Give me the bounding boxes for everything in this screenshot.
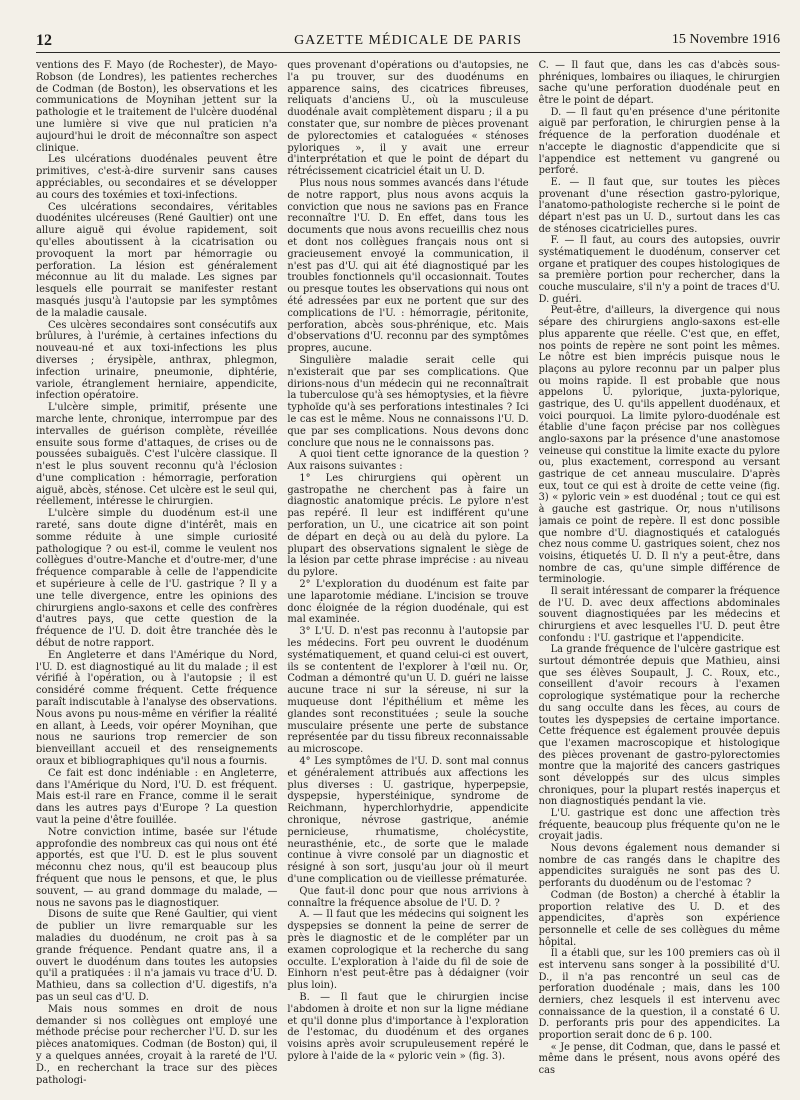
paragraph: Les ulcérations duodénales peuvent être primitives, c'est-à-dire survenir sans causes appréciables, ou secondaires et se développer au cours des toxémies et toxi-infections. [36,154,278,201]
paragraph: La grande fréquence de l'ulcère gastrique est surtout démontrée depuis que Mathieu, ainsi que ses élèves Soupault, J. C. Roux, etc., conseillent d'avoir recours à l'examen coprologique systématique pour la recherche du sang occulte dans les fèces, au cours de toutes les dyspepsies de certaine importance. Cette fréquence est également prouvée depuis que l'examen macroscopique et histologique des pièces provenant de gastro-pylorectomies montre que la majorité des cancers gastriques sont développés sur des ulcus simples chroniques, pour la plupart restés inaperçus et non diagnostiqués pendant la vie. [538,644,780,808]
paragraph: 2° L'exploration du duodénum est faite par une laparotomie médiane. L'incision se trouve donc éloignée de la région duodénale, qui est mal examinée. [287,579,529,626]
paragraph: L'ulcère simple du duodénum est-il une rareté, sans doute digne d'intérêt, mais en somme réduite à une simple curiosité pathologique ? ou est-il, comme le veulent nos collègues d'outre-Manche et d'outre-mer, d'une fréquence comparable à celle de l'appendicite et supérieure à celle de l'U. gastrique ? Il y a une telle divergence, entre les opinions des chirurgiens anglo-saxons et celle des confrères d'autres pays, que cette question de la fréquence de l'U. D. doit être tranchée dès le début de notre rapport. [36,508,278,650]
paragraph: D. — Il faut qu'en présence d'une péritonite aiguë par perforation, le chirurgien pense à la fréquence de la perforation duodénale et n'accepte le diagnostic d'appendicite que si l'appendice est nettement vu gangrené ou perforé. [538,106,780,177]
paragraph: Il serait intéressant de comparer la fréquence de l'U. D. avec deux affections abdominales souvent diagnostiquées par les médecins et chirurgiens et avec lesquelles l'U. D. peut être confondu : l'U. gastrique et l'appendicite. [538,585,780,644]
column-right [539,60,780,1092]
page-header [36,32,780,53]
paragraph: Codman (de Boston) a cherché à établir la proportion relative des U. D. et des appendicites, d'après son expérience personnelle et celle de ses collègues du même hôpital. [538,889,780,948]
page-number: 12 [36,32,52,49]
paragraph: Ces ulcérations secondaires, véritables duodénites ulcéreuses (René Gaultier) ont une allure aiguë qui évolue rapidement, soit qu'elles aboutissent à la cicatrisation ou provoquent la mort par hémorragie ou perforation. La lésion est généralement méconnue au lit du malade. Les signes par lesquels elle pourrait se manifester restant masqués jusqu'à l'autopsie par les symptômes de la maladie causale. [36,201,278,319]
paragraph: A quoi tient cette ignorance de la question ? Aux raisons suivantes : [287,449,529,473]
paragraph: Ces ulcères secondaires sont consécutifs aux brûlures, à l'urémie, à certaines infections du nouveau-né et aux toxi-infections les plus diverses ; érysipèle, anthrax, phlegmon, infection urinaire, pneumonie, diphtérie, variole, étranglement herniaire, appendicite, infection opératoire. [36,319,278,402]
paragraph: Disons de suite que René Gaultier, qui vient de publier un livre remarquable sur les maladies du duodénum, ne croit pas à sa grande fréquence. Pendant quatre ans, il a ouvert le duodénum dans toutes les autopsies qu'il a pratiquées : il n'a jamais vu trace d'U. D. Mathieu, dans sa collection d'U. digestifs, n'a pas un seul cas d'U. D. [36,909,278,1003]
paragraph: B. — Il faut que le chirurgien incise l'abdomen à droite et non sur la ligne médiane et qu'il donne plus d'importance à l'exploration de l'estomac, du duodénum et des organes voisins après avoir scrupuleusement repéré le pylore à l'aide de la « pyloric vein » (fig. 3). [287,991,529,1062]
paragraph: 1° Les chirurgiens qui opèrent un gastropathe ne cherchent pas à faire un diagnostic anatomique précis. Le pylore n'est pas repéré. Il leur est indifférent qu'une perforation, un U., une cicatrice ait son point de départ en deçà ou au delà du pylore. La plupart des observations signalent le siège de la lésion par cette phrase imprécise : au niveau du pylore. [287,472,529,579]
paragraph: E. — Il faut que, sur toutes les pièces provenant d'une résection gastro-pylorique, l'anatomo-pathologiste recherche si le point de départ n'est pas un U. D., surtout dans les cas de sténoses cicatricielles pures. [538,176,780,235]
paragraph: ques provenant d'opérations ou d'autopsies, ne l'a pu trouver, sur des duodénums en apparence sains, des cicatrices fibreuses, reliquats d'anciens U., où la musculeuse duodénale avait complètement disparu ; il a pu constater que, sur nombre de pièces provenant de pylorectomies et cataloguées « sténoses pyloriques », il y avait une erreur d'interprétation et que le point de départ du rétrécissement cicatriciel était un U. D. [287,60,529,178]
journal-title: GAZETTE MÉDICALE DE PARIS [294,33,522,48]
column-left [36,60,277,1092]
issue-date: 15 Novembre 1916 [671,32,780,47]
paragraph: Nous devons également nous demander si nombre de cas rangés dans le chapitre des appendicites suraiguës ne sont pas des U. perforants du duodénum ou de l'estomac ? [538,843,780,890]
paragraph: Plus nous nous sommes avancés dans l'étude de notre rapport, plus nous avons acquis la conviction que nous ne savions pas en France reconnaître l'U. D. En effet, dans tous les documents que nous avons recueillis chez nous et dont nos collègues français nous ont si gracieusement envoyé la communication, il n'est pas d'U. qui ait été diagnostiqué par les troubles fonctionnels qu'il occasionnait. Toutes ou presque toutes les observations qui nous ont été adressées par eux ne portent que sur des complications de l'U. : hémorragie, péritonite, perforation, abcès sous-phrénique, etc. Mais d'observations d'U. reconnu par des symptômes propres, aucune. [287,177,529,355]
paragraph: Ce fait est donc indéniable : en Angleterre, dans l'Amérique du Nord, l'U. D. est fréquent. Mais est-il rare en France, comme il le serait dans les autres pays d'Europe ? La question vaut la peine d'être fouillée. [36,767,278,826]
paragraph: F. — Il faut, au cours des autopsies, ouvrir systématiquement le duodénum, conserver cet organe et pratiquer des coupes histologiques de sa première portion pour rechercher, dans la couche musculaire, s'il n'y a point de traces d'U. D. guéri. [538,235,780,305]
paragraph: Que faut-il donc pour que nous arrivions à connaître la fréquence absolue de l'U. D. ? [287,885,529,909]
paragraph: Mais nous sommes en droit de nous demander si nos collègues ont employé une méthode précise pour rechercher l'U. D. sur les pièces anatomiques. Codman (de Boston) qui, il y a quelques années, croyait à la rareté de l'U. D., en recherchant la trace sur des pièces pathologi- [36,1003,278,1086]
paragraph: Il a établi que, sur les 100 premiers cas où il est intervenu sans songer à la possibilité d'U. D., il n'a pas rencontré un seul cas de perforation duodénale ; mais, dans les 100 derniers, chez lesquels il est intervenu avec connaissance de la question, il a constaté 6 U. D. perforants pris pour des appendicites. La proportion serait donc de 6 p. 100. [538,948,780,1042]
paragraph: L'ulcère simple, primitif, présente une marche lente, chronique, interrompue par des intervalles de guérison complète, réveillée ensuite sous forme d'attaques, de crises ou de poussées subaiguës. C'est l'ulcère classique. Il n'est le plus souvent reconnu qu'à l'éclosion d'une complication : hémorragie, perforation aiguë, abcès, sténose. Cet ulcère est le seul qui, réellement, intéresse le chirurgien. [36,402,278,508]
paragraph: 4° Les symptômes de l'U. D. sont mal connus et généralement attribués aux affections les plus diverses : U. gastrique, hyperpepsie, dyspepsie, hyperstéinique, syndrome de Reichmann, hyperchlorhydrie, appendicite chronique, névrose gastrique, anémie pernicieuse, rhumatisme, cholécystite, neurasthénie, etc., de sorte que le malade continue à vivre consolé par un diagnostic et résigné à son sort, jusqu'au jour où il meurt d'une complication ou de vieillesse prématurée. [287,756,529,885]
paragraph: Singulière maladie serait celle qui n'existerait que par ses complications. Que dirions-nous d'un médecin qui ne reconnaîtrait la tuberculose qu'à ses hémoptysies, et la fièvre typhoïde qu'à ses perforations intestinales ? Ici le cas est le même. Nous ne connaissons l'U. D. que par ses complications. Nous devons donc conclure que nous ne le connaissons pas. [287,354,529,449]
paragraph: En Angleterre et dans l'Amérique du Nord, l'U. D. est diagnostiqué au lit du malade ; il est vérifié à l'opération, ou à l'autopsie ; il est considéré comme fréquent. Cette fréquence paraît indiscutable à l'analyse des observations. Nous avons pu nous-même en vérifier la réalité en allant, à Leeds, voir opérer Moynihan, que nous ne saurions trop remercier de son bienveillant accueil et des renseignements oraux et bibliographiques qu'il nous a fournis. [36,649,278,768]
paragraph: ventions des F. Mayo (de Rochester), de Mayo-Robson (de Londres), les patientes recherches de Codman (de Boston), les observations et les communications de Moynihan jettent sur la pathologie et le traitement de l'ulcère duodénal une lumière si vive que nul praticien n'a aujourd'hui le droit de méconnaître son aspect clinique. [36,60,278,154]
paragraph: 3° L'U. D. n'est pas reconnu à l'autopsie par les médecins. Fort peu ouvrent le duodénum systématiquement, et quand celui-ci est ouvert, ils se contentent de l'explorer à l'œil nu. Or, Codman a démontré qu'un U. D. guéri ne laisse aucune trace ni sur la séreuse, ni sur la muqueuse dont l'épithélium et même les glandes sont reconstituées ; seule la souche musculaire présente une perte de substance représentée par du tissu fibreux reconnaissable au microscope. [287,626,529,756]
paragraph: L'U. gastrique est donc une affection très fréquente, beaucoup plus fréquente qu'on ne le croyait jadis. [538,808,780,843]
column-middle [287,60,528,1092]
paragraph: Notre conviction intime, basée sur l'étude approfondie des nombreux cas qui nous ont été apportés, est que l'U. D. est le plus souvent méconnu chez nous, qu'il est beaucoup plus fréquent que nous le pensons, et que, le plus souvent, — au grand dommage du malade, — nous ne savons pas le diagnostiquer. [36,826,278,909]
paragraph: « Je pense, dit Codman, que, dans le passé et même dans le présent, nous avons opéré des cas [538,1041,780,1077]
article-body [36,60,780,1092]
paragraph: C. — Il faut que, dans les cas d'abcès sous-phréniques, lombaires ou iliaques, le chirurgien sache qu'une perforation duodénale peut en être le point de départ. [538,60,780,107]
paragraph: A. — Il faut que les médecins qui soignent les dyspepsies se donnent la peine de serrer de près le diagnostic et de le compléter par un examen coprologique et la recherche du sang occulte. L'exploration à l'aide du fil de soie de Einhorn n'est peut-être pas à dédaigner (voir plus loin). [287,909,529,992]
paragraph: Peut-être, d'ailleurs, la divergence qui nous sépare des chirurgiens anglo-saxons est-elle plus apparente que réelle. C'est que, en effet, nos points de repère ne sont point les mêmes. Le nôtre est bien imprécis puisque nous le plaçons au pylore reconnu par un palper plus ou moins rapide. Il est probable que nous appelons U. pylorique, juxta-pylorique, gastrique, des U. qu'ils appellent duodénaux, et voici pourquoi. La limite pyloro-duodénale est établie d'une façon précise par nos collègues anglo-saxons par la présence d'une anastomose veineuse qui constitue la limite exacte du pylore ou, plus exactement, correspond au versant gastrique de cet anneau musculaire. D'après eux, tout ce qui est à droite de cette veine (fig. 3) « pyloric vein » est duodénal ; tout ce qui est à gauche est gastrique. Or, nous n'utilisons jamais ce point de repère. Il est donc possible que nombre d'U. diagnostiqués et catalogués chez nous comme U. gastriques soient, chez nos voisins, étiquetés U. D. Il n'y a peut-être, dans nombre de cas, qu'une simple différence de terminologie. [538,305,780,586]
